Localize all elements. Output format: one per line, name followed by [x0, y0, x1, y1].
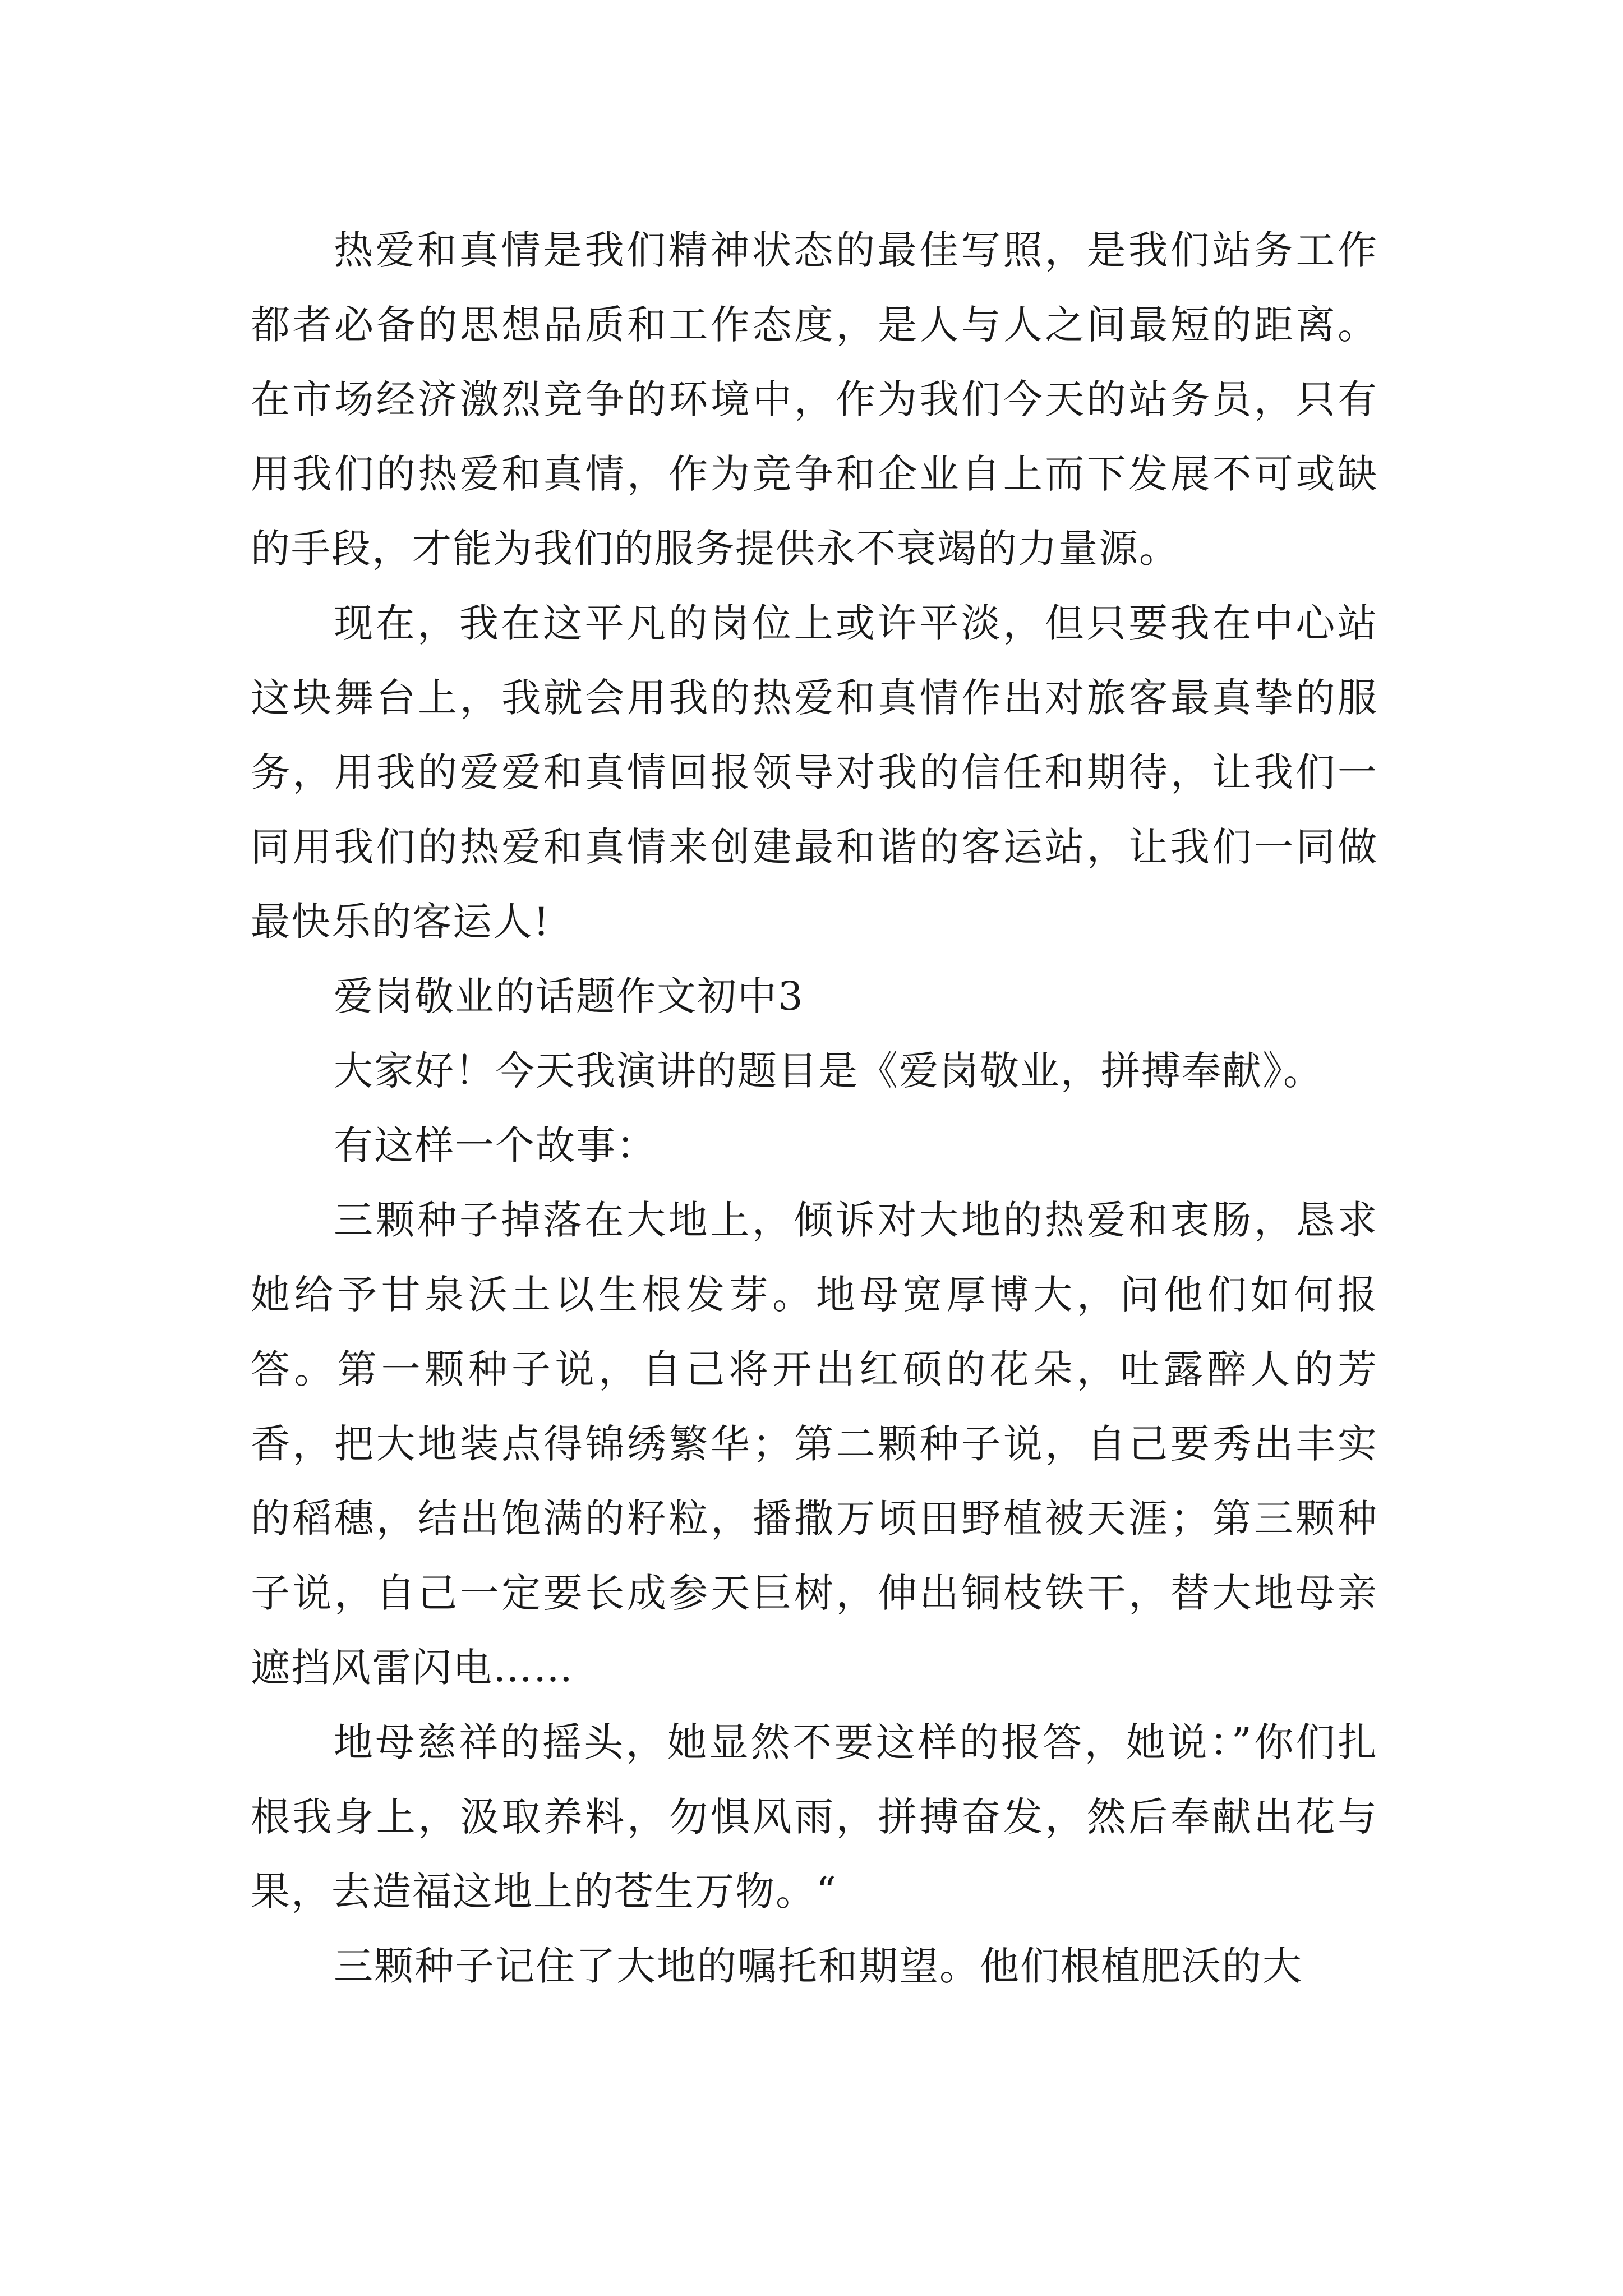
paragraph: 三颗种子掉落在大地上，倾诉对大地的热爱和衷肠，恳求她给予甘泉沃土以生根发芽。地母宽厚博大，问他们如何报答。第一颗种子说，自己将开出红硕的花朵，吐露醉人的芳香，把大地装点得锦绣繁华；第二颗种子说，自己要秀出丰实的稻穗，结出饱满的籽粒，播撒万顷田野植被天涯；第三颗种子说，自己一定要长成参天巨树，伸出铜枝铁干，替大地母亲遮挡风雷闪电……: [251, 1197, 1378, 1691]
paragraph: 地母慈祥的摇头，她显然不要这样的报答，她说：”你们扎根我身上，汲取养料，勿惧风雨，拼搏奋发，然后奉献出花与果，去造福这地上的苍生万物。“: [251, 1719, 1378, 1915]
paragraph: 有这样一个故事：: [334, 1122, 657, 1168]
paragraph: 现在，我在这平凡的岗位上或许平淡，但只要我在中心站这块舞台上，我就会用我的热爱和真情作出对旅客最真挚的服务，用我的爱爱和真情回报领导对我的信任和期待，让我们一同用我们的热爱和真情来创建最和谐的客运站，让我们一同做最快乐的客运人!: [251, 600, 1378, 945]
document-body: [251, 213, 1378, 2004]
paragraph: 三颗种子记住了大地的嘱托和期望。他们根植肥沃的大: [334, 1943, 1303, 1989]
paragraph: 热爱和真情是我们精神状态的最佳写照，是我们站务工作都者必备的思想品质和工作态度，是人与人之间最短的距离。在市场经济激烈竞争的环境中，作为我们今天的站务员，只有用我们的热爱和真情，作为竞争和企业自上而下发展不可或缺的手段，才能为我们的服务提供永不衰竭的力量源。: [251, 227, 1378, 572]
section-heading: 爱岗敬业的话题作文初中3: [334, 973, 804, 1019]
paragraph: 大家好！今天我演讲的题目是《爱岗敬业，拼搏奉献》。: [334, 1048, 1324, 1094]
